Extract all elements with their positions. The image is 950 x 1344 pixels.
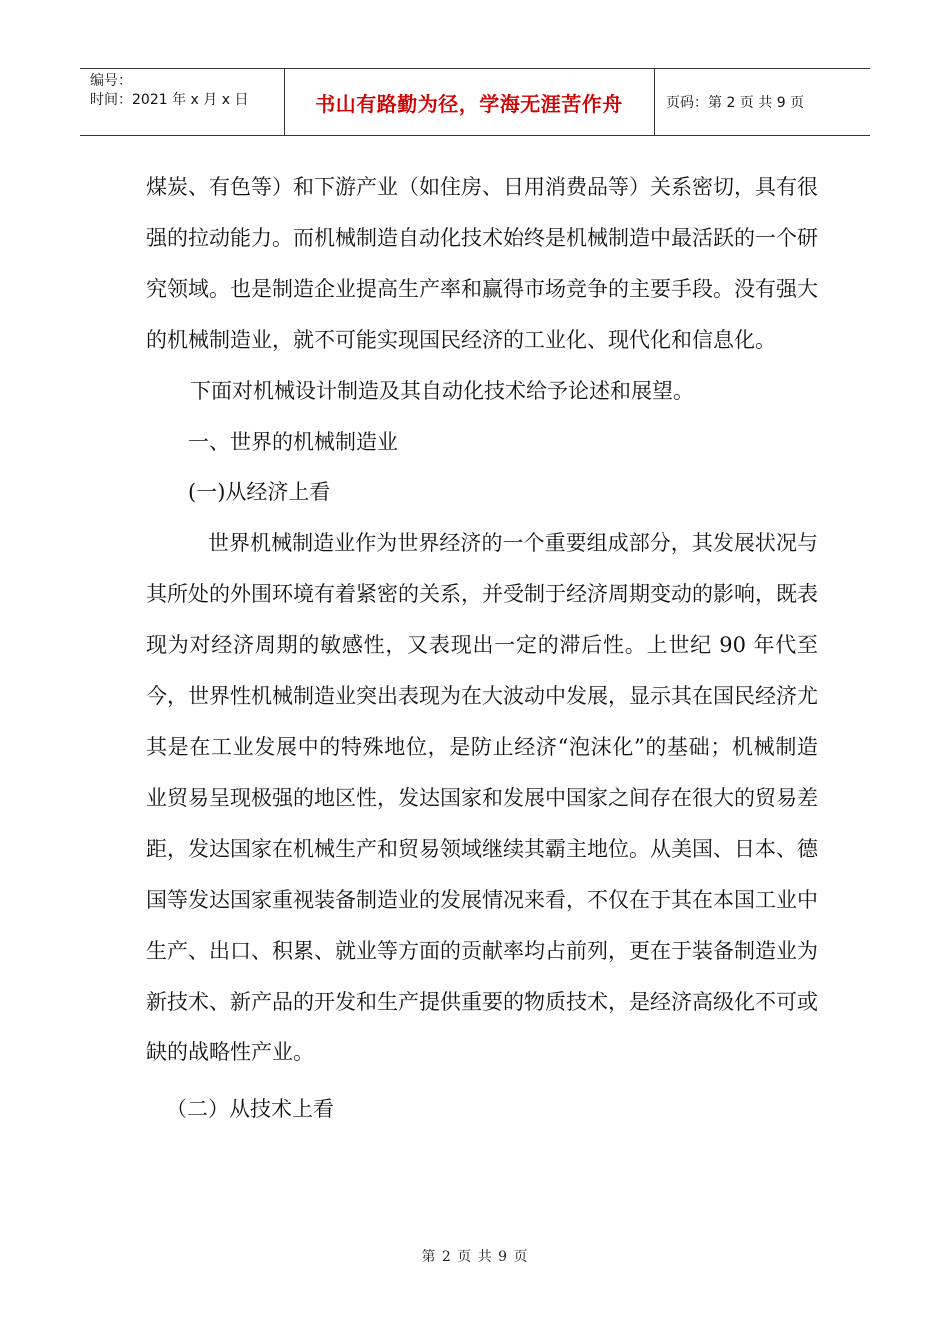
header-meta	[80, 69, 284, 135]
page-header	[80, 68, 870, 136]
document-number-label: 编号：	[90, 73, 132, 89]
document-time-label: 时间：2021 年 x 月 x 日	[90, 92, 249, 108]
body-paragraph: 世界机械制造业作为世界经济的一个重要组成部分，其发展状况与其所处的外围环境有着紧密的关系，并受制于经济周期变动的影响，既表现为对经济周期的敏感性，又表现出一定的滞后性。上世纪 90 年代至今，世界性机械制造业突出表现为在大波动中发展，显示其在国民经济尤其是在工业发展中的特殊地位，是防止经济“泡沫化”的基础；机械制造业贸易呈现极强的地区性，发达国家和发展中国家之间存在很大的贸易差距，发达国家在机械生产和贸易领域继续其霸主地位。从美国、日本、德国等发达国家重视装备制造业的发展情况来看，不仅在于其在本国工业中生产、出口、积累、就业等方面的贡献率均占前列，更在于装备制造业为新技术、新产品的开发和生产提供重要的物质技术，是经济高级化不可或缺的战略性产业。	[146, 531, 818, 1065]
subsection-heading: (一)从经济上看	[188, 480, 331, 505]
subsection-heading: （二）从技术上看	[166, 1097, 334, 1122]
section-heading: 一、世界的机械制造业	[188, 429, 398, 454]
document-body	[146, 162, 818, 1135]
header-motto: 书山有路勤为径，学海无涯苦作舟	[315, 91, 623, 116]
body-paragraph: 下面对机械设计制造及其自动化技术给予论述和展望。	[190, 378, 694, 403]
header-page-number: 页码：第 2 页 共 9 页	[666, 95, 805, 111]
body-paragraph: 煤炭、有色等）和下游产业（如住房、日用消费品等）关系密切，具有很强的拉动能力。而机械制造自动化技术始终是机械制造中最活跃的一个研究领域。也是制造企业提高生产率和赢得市场竞争的主要手段。没有强大的机械制造业，就不可能实现国民经济的工业化、现代化和信息化。	[146, 175, 818, 352]
page-footer: 第 2 页 共 9 页	[421, 1249, 529, 1265]
